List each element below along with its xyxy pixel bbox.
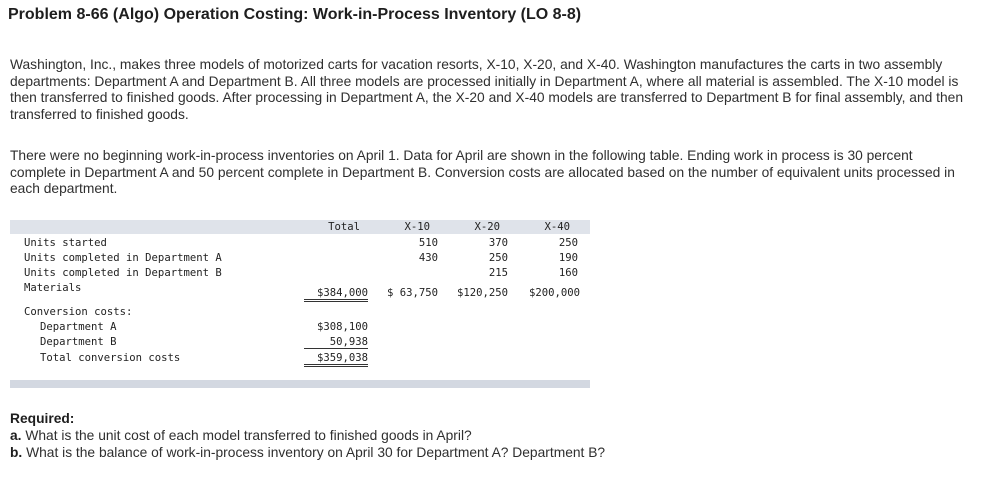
table-header-band [10, 220, 590, 234]
table-footer-band [10, 380, 590, 388]
cell-completed-a-x10: 430 [418, 252, 438, 264]
cell-materials-total: $384,000 [304, 287, 368, 302]
cell-materials-x20: $120,250 [456, 287, 508, 299]
cell-completed-a-x40: 190 [558, 252, 578, 264]
cell-total-conversion: $359,038 [304, 352, 368, 367]
header-x10: X-10 [404, 221, 430, 233]
question-b [10, 444, 965, 461]
cell-completed-b-x40: 160 [558, 267, 578, 279]
problem-title: Problem 8-66 (Algo) Operation Costing: Work-in-Process Inventory (LO 8-8) [8, 6, 582, 23]
question-a-text: What is the unit cost of each model transferred to finished goods in April? [21, 428, 472, 443]
data-paragraph: There were no beginning work-in-process inventories on April 1. Data for April are shown in the following table. Ending work in process is 30 percent complete in Department A and 50 percent complete in Department B. Conversion costs are allocated based on the number of equivalent units processed in each department. [10, 148, 955, 196]
required-section [10, 410, 965, 461]
row-label-total-conversion: Total conversion costs [40, 352, 181, 364]
cell-units-started-x20: 370 [488, 237, 508, 249]
row-label-materials: Materials [24, 282, 82, 294]
question-a [10, 427, 965, 444]
row-label-completed-b: Units completed in Department B [24, 267, 222, 279]
header-x40: X-40 [544, 221, 570, 233]
cell-completed-a-x20: 250 [488, 252, 508, 264]
question-b-prefix: b. [10, 445, 23, 460]
cell-completed-b-x20: 215 [488, 267, 508, 279]
cell-materials-x10: $ 63,750 [386, 287, 438, 299]
row-label-completed-a: Units completed in Department A [24, 252, 222, 264]
question-b-text: What is the balance of work-in-process inventory on April 30 for Department A? Department B? [22, 445, 606, 460]
conversion-costs-label: Conversion costs: [24, 306, 133, 318]
row-label-dept-b: Department B [40, 336, 117, 348]
cell-dept-a-total: $308,100 [316, 321, 368, 333]
cell-units-started-x40: 250 [558, 237, 578, 249]
cell-units-started-x10: 510 [418, 237, 438, 249]
data-table [10, 220, 590, 388]
cell-dept-b-total: 50,938 [304, 336, 368, 349]
row-label-units-started: Units started [24, 237, 107, 249]
row-label-dept-a: Department A [40, 321, 117, 333]
header-x20: X-20 [474, 221, 500, 233]
header-total: Total [328, 221, 360, 233]
intro-paragraph: Washington, Inc., makes three models of motorized carts for vacation resorts, X-10, X-20, and X-40. Washington manufactures the carts in two assembly departments: Department A and Department B. All three models are processed initially in Department A, where all material is assembled. The X-10 model is then transferred to finished goods. After processing in Department A, the X-20 and X-40 models are transferred to Department B for final assembly, and then transferred to finished goods. [10, 57, 964, 122]
required-heading: Required: [10, 411, 75, 426]
cell-materials-x40: $200,000 [528, 287, 580, 299]
question-a-prefix: a. [10, 428, 22, 443]
